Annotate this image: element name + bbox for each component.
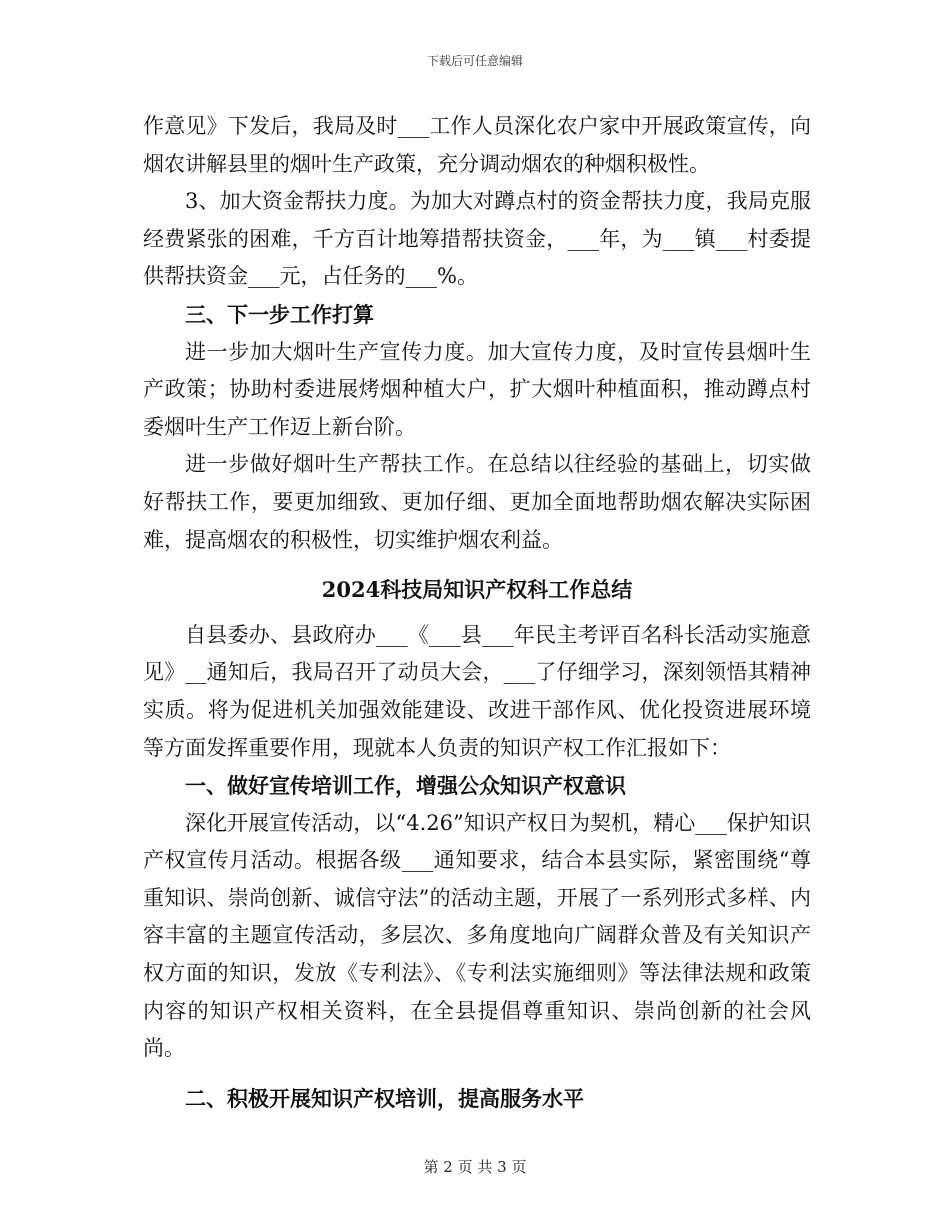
paragraph-publicity-activities: 深化开展宣传活动，以“4.26”知识产权日为契机，精心___保护知识产权宣传月活动。根据各级___通知要求，结合本县实际，紧密围绕“尊重知识、崇尚创新、诚信守法”的活动主题，开展了一系列形式多样、内容丰富的主题宣传活动，多层次、多角度地向广阔群众普及有关知识产权方面的知识，发放《专利法》、《专利法实施细则》等法律法规和政策内容的知识产权相关资料，在全县提倡尊重知识、崇尚创新的社会风尚。 bbox=[143, 810, 811, 1061]
paragraph-continued: 作意见》下发后，我局及时___工作人员深化农户家中开展政策宣传，向烟农讲解县里的烟叶生产政策，充分调动烟农的种烟积极性。 bbox=[143, 114, 811, 176]
paragraph-support-work: 进一步做好烟叶生产帮扶工作。在总结以往经验的基础上，切实做好帮扶工作，要更加细致、更加仔细、更加全面地帮助烟农解决实际困难，提高烟农的积极性，切实维护烟农利益。 bbox=[143, 452, 811, 552]
section-heading-publicity: 一、做好宣传培训工作，增强公众知识产权意识 bbox=[185, 773, 626, 799]
page-header-note: 下载后可任意编辑 bbox=[426, 54, 523, 68]
paragraph-promotion: 进一步加大烟叶生产宣传力度。加大宣传力度，及时宣传县烟叶生产政策；协助村委进展烤烟种植大户，扩大烟叶种植面积，推动蹲点村委烟叶生产工作迈上新台阶。 bbox=[143, 339, 811, 439]
document-title: 2024科技局知识产权科工作总结 bbox=[321, 577, 633, 603]
paragraph-intro: 自县委办、县政府办___《___县___年民主考评百名科长活动实施意见》__通知后，我局召开了动员大会，___了仔细学习，深刻领悟其精神实质。将为促进机关加强效能建设、改进干部作风、优化投资进展环境等方面发挥重要作用，现就本人负责的知识产权工作汇报如下： bbox=[143, 622, 811, 760]
section-heading-next-steps: 三、下一步工作打算 bbox=[185, 301, 374, 327]
document-body bbox=[143, 108, 811, 1117]
page-number: 第 2 页 共 3 页 bbox=[423, 1158, 527, 1176]
paragraph-funding-support: 3、加大资金帮扶力度。为加大对蹲点村的资金帮扶力度，我局克服经费紧张的困难，千方百计地筹措帮扶资金，___年，为___镇___村委提供帮扶资金___元，占任务的___%。 bbox=[143, 189, 811, 289]
section-heading-training: 二、积极开展知识产权培训，提高服务水平 bbox=[185, 1085, 584, 1111]
